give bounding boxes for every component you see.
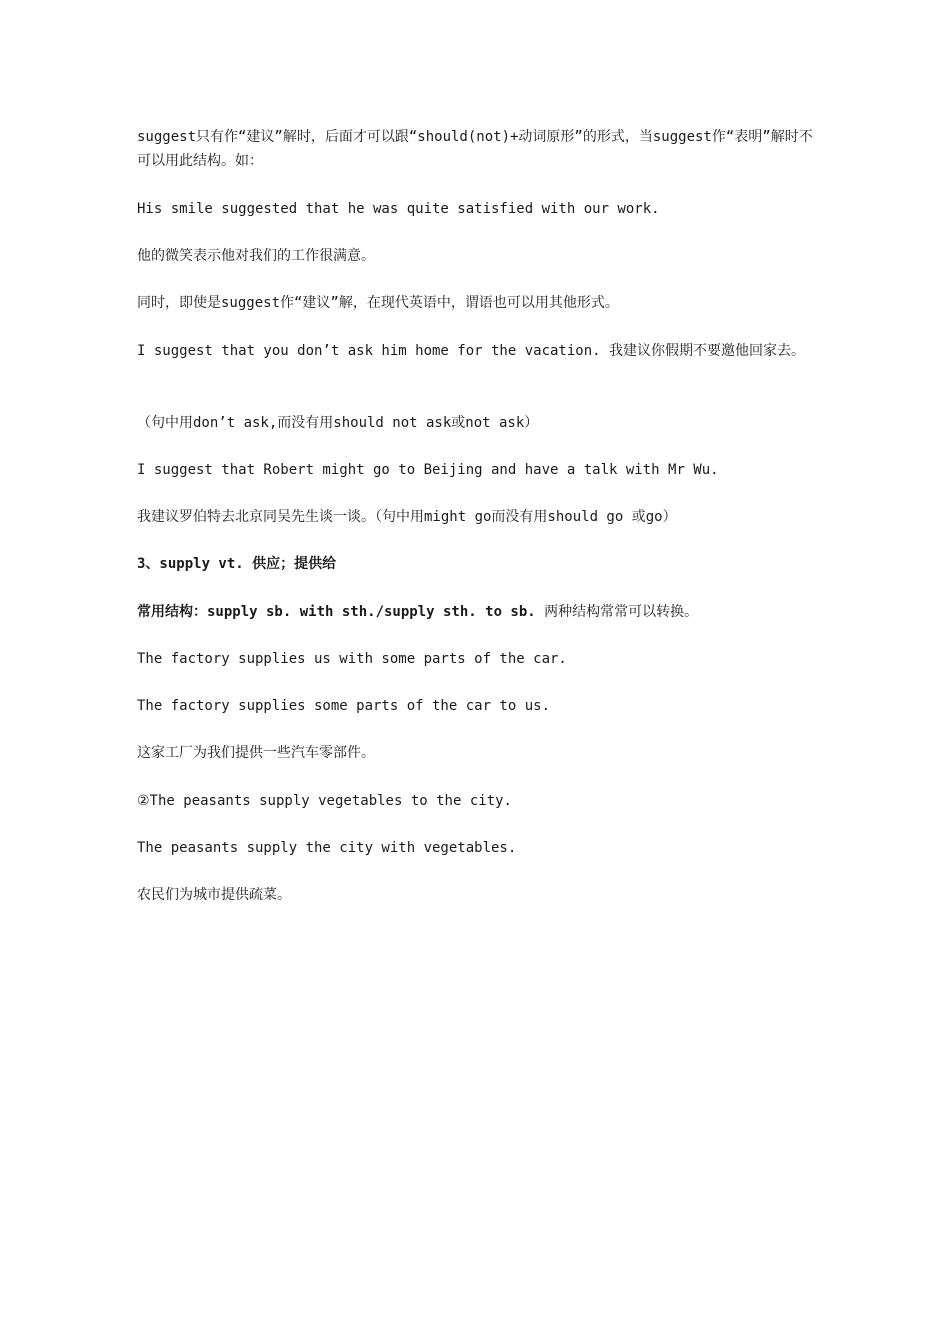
example-note: （句中用don’t ask,而没有用should not ask或not ask） [137,415,539,431]
example-sentence-en: ②The peasants supply vegetables to the city. [137,793,512,809]
example-translation-zh: 这家工厂为我们提供一些汽车零部件。 [137,745,375,761]
common-structure-note: 两种结构常常可以转换。 [535,604,699,620]
paragraph-other-forms: 同时，即使是suggest作“建议”解，在现代英语中，谓语也可以用其他形式。 [137,295,619,311]
example-sentence-en: I suggest that you don’t ask him home for the vacation. 我建议你假期不要邀他回家去。 [137,343,806,359]
paragraph-suggest-rule: suggest只有作“建议”解时，后面才可以跟“should(not)+动词原形”的形式，当suggest作“表明”解时不可以用此结构。如： [137,129,813,169]
example-translation-zh: 我建议罗伯特去北京同吴先生谈一谈。（句中用might go而没有用should go 或go） [137,509,677,525]
example-translation-zh: 他的微笑表示他对我们的工作很满意。 [137,248,375,264]
common-structure-label: 常用结构：supply sb. with sth./supply sth. to sb. [137,604,536,620]
example-sentence-en: The factory supplies some parts of the car to us. [137,698,551,714]
example-sentence-en: I suggest that Robert might go to Beijing and have a talk with Mr Wu. [137,462,719,478]
example-translation-zh: 农民们为城市提供疏菜。 [137,887,291,903]
example-sentence-en: The peasants supply the city with vegetables. [137,840,517,856]
example-sentence-en: His smile suggested that he was quite satisfied with our work. [137,201,660,217]
example-sentence-en: The factory supplies us with some parts of the car. [137,651,567,667]
section-heading: 3、supply vt. 供应；提供给 [137,556,337,572]
common-structure [137,600,817,624]
